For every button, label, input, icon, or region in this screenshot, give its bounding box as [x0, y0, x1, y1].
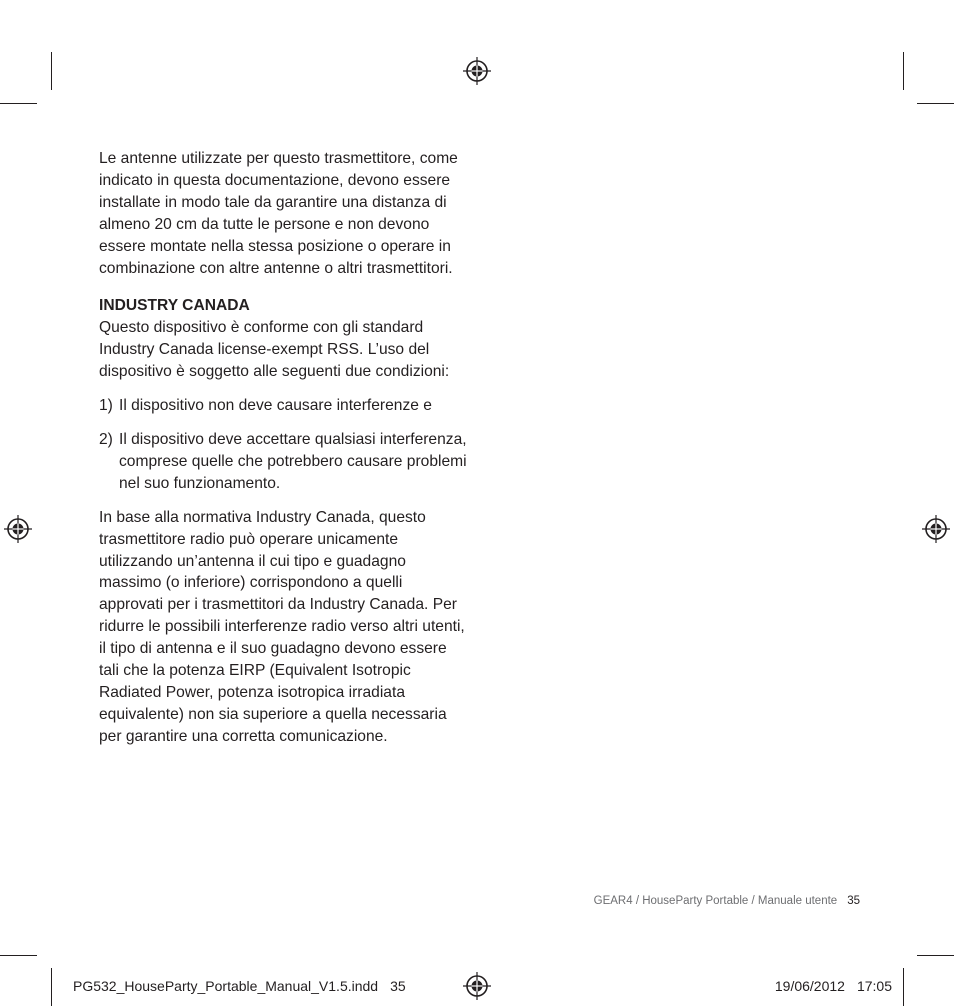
running-footer	[560, 895, 860, 907]
slug-timestamp	[775, 978, 892, 994]
slug-time: 17:05	[856, 978, 892, 994]
registration-mark-icon	[462, 56, 492, 86]
crop-mark	[0, 955, 37, 956]
condition-text: Il dispositivo non deve causare interferenze e	[119, 397, 432, 415]
page-number: 35	[847, 895, 860, 907]
condition-item	[99, 429, 469, 495]
registration-mark-icon	[462, 971, 492, 1001]
closing-paragraph: In base alla normativa Industry Canada, questo trasmettitore radio può operare unicamente utilizzando un’antenna il cui tipo e guadagno massimo (o inferiore) corrispondono a quelli approvati per i trasmettitori da Industry Canada. Per ridurre le possibili interferenze radio verso altri utenti, il tipo di antenna e il suo guadagno devono essere tali che la potenza EIRP (Equivalent Isotropic Radiated Power, potenza isotropica irradiata equivalente) non sia superiore a quella necessaria per garantire una corretta comunicazione.	[99, 508, 465, 745]
crop-mark	[51, 968, 52, 1006]
condition-text: Il dispositivo deve accettare qualsiasi interferenza, comprese quelle che potrebbero causare problemi nel suo funzionamento.	[119, 430, 467, 492]
crop-mark	[0, 103, 37, 104]
running-title: GEAR4 / HouseParty Portable / Manuale utente	[593, 895, 838, 907]
condition-number: 2)	[99, 430, 113, 448]
slug-filename: PG532_HouseParty_Portable_Manual_V1.5.indd	[73, 978, 379, 994]
slug-file-info	[73, 978, 406, 994]
section-intro-paragraph: Questo dispositivo è conforme con gli standard Industry Canada license-exempt RSS. L’uso del dispositivo è soggetto alle seguenti due condizioni:	[99, 319, 450, 381]
crop-mark	[917, 103, 954, 104]
crop-mark	[903, 52, 904, 90]
condition-item	[99, 395, 469, 417]
crop-mark	[51, 52, 52, 90]
crop-mark	[917, 955, 954, 956]
intro-paragraph: Le antenne utilizzate per questo trasmettitore, come indicato in questa documentazione, devono essere installate in modo tale da garantire una distanza di almeno 20 cm da tutte le persone e non devono essere montate nella stessa posizione o operare in combinazione con altre antenne o altri trasmettitori.	[99, 150, 458, 277]
condition-number: 1)	[99, 397, 113, 415]
crop-mark	[903, 968, 904, 1006]
registration-mark-icon	[3, 514, 33, 544]
registration-mark-icon	[921, 514, 951, 544]
section-heading: INDUSTRY CANADA	[99, 297, 250, 315]
slug-page: 35	[390, 978, 406, 994]
slug-date: 19/06/2012	[774, 978, 845, 994]
text-column	[99, 148, 469, 748]
